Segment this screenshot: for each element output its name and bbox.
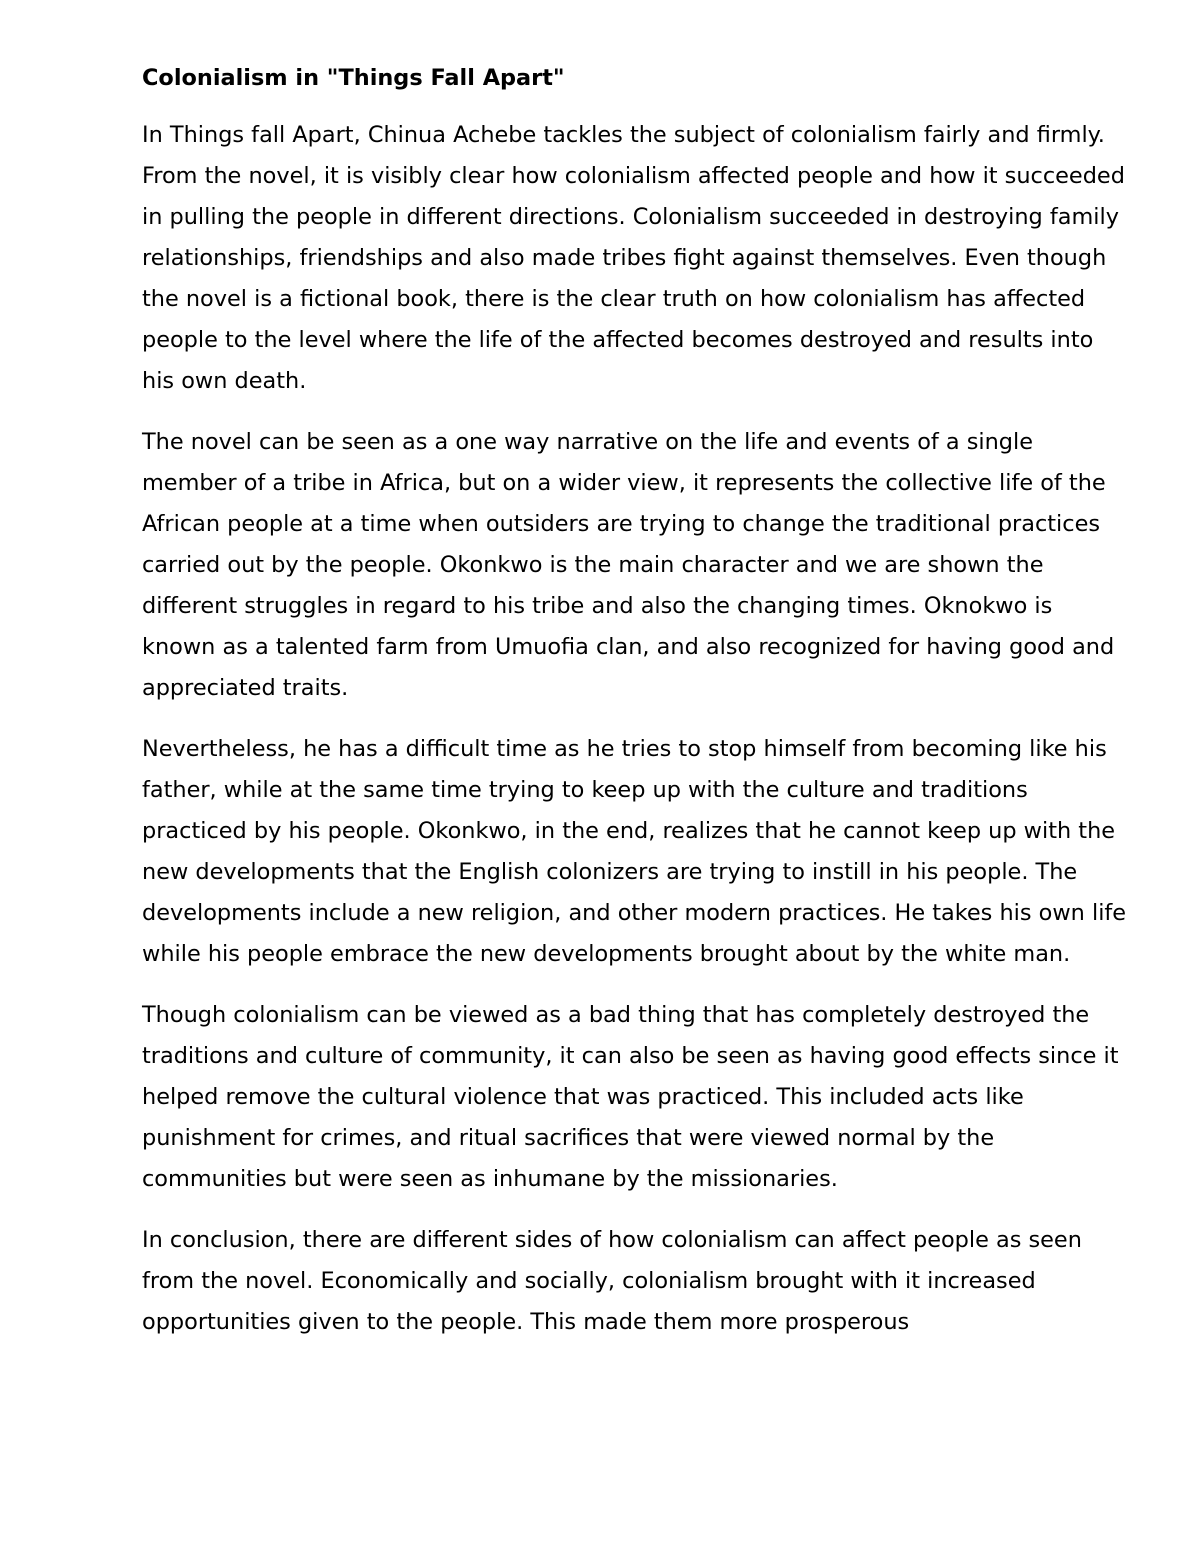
document-body (142, 58, 1127, 1363)
paragraph-introduction: In Things fall Apart, Chinua Achebe tackles the subject of colonialism fairly and firmly. From the novel, it is visibly clear how colonialism affected people and how it succeeded in pulling the people in different directions. Colonialism succeeded in destroying family relationships, friendships and also made tribes fight against themselves. Even though the novel is a fictional book, there is the clear truth on how colonialism has affected people to the level where the life of the affected becomes destroyed and results into his own death. (142, 122, 1125, 394)
paragraph-narrative: The novel can be seen as a one way narrative on the life and events of a single member of a tribe in Africa, but on a wider view, it represents the collective life of the African people at a time when outsiders are trying to change the traditional practices carried out by the people. Okonkwo is the main character and we are shown the different struggles in regard to his tribe and also the changing times. Oknokwo is known as a talented farm from Umuofia clan, and also recognized for having good and appreciated traits. (142, 429, 1115, 701)
paragraph-okonkwo-struggle: Nevertheless, he has a difficult time as he tries to stop himself from becoming like his father, while at the same time trying to keep up with the culture and traditions practiced by his people. Okonkwo, in the end, realizes that he cannot keep up with the new developments that the English colonizers are trying to instill in his people. The developments include a new religion, and other modern practices. He takes his own life while his people embrace the new developments brought about by the white man. (142, 736, 1127, 967)
paragraph-conclusion: In conclusion, there are different sides of how colonialism can affect people as seen from the novel. Economically and socially, colonialism brought with it increased opportunities given to the people. This made them more prosperous (142, 1227, 1082, 1335)
paragraph-good-effects: Though colonialism can be viewed as a bad thing that has completely destroyed the traditions and culture of community, it can also be seen as having good effects since it helped remove the cultural violence that was practiced. This included acts like punishment for crimes, and ritual sacrifices that were viewed normal by the communities but were seen as inhumane by the missionaries. (142, 1002, 1119, 1192)
document-title: Colonialism in "Things Fall Apart" (142, 65, 565, 91)
